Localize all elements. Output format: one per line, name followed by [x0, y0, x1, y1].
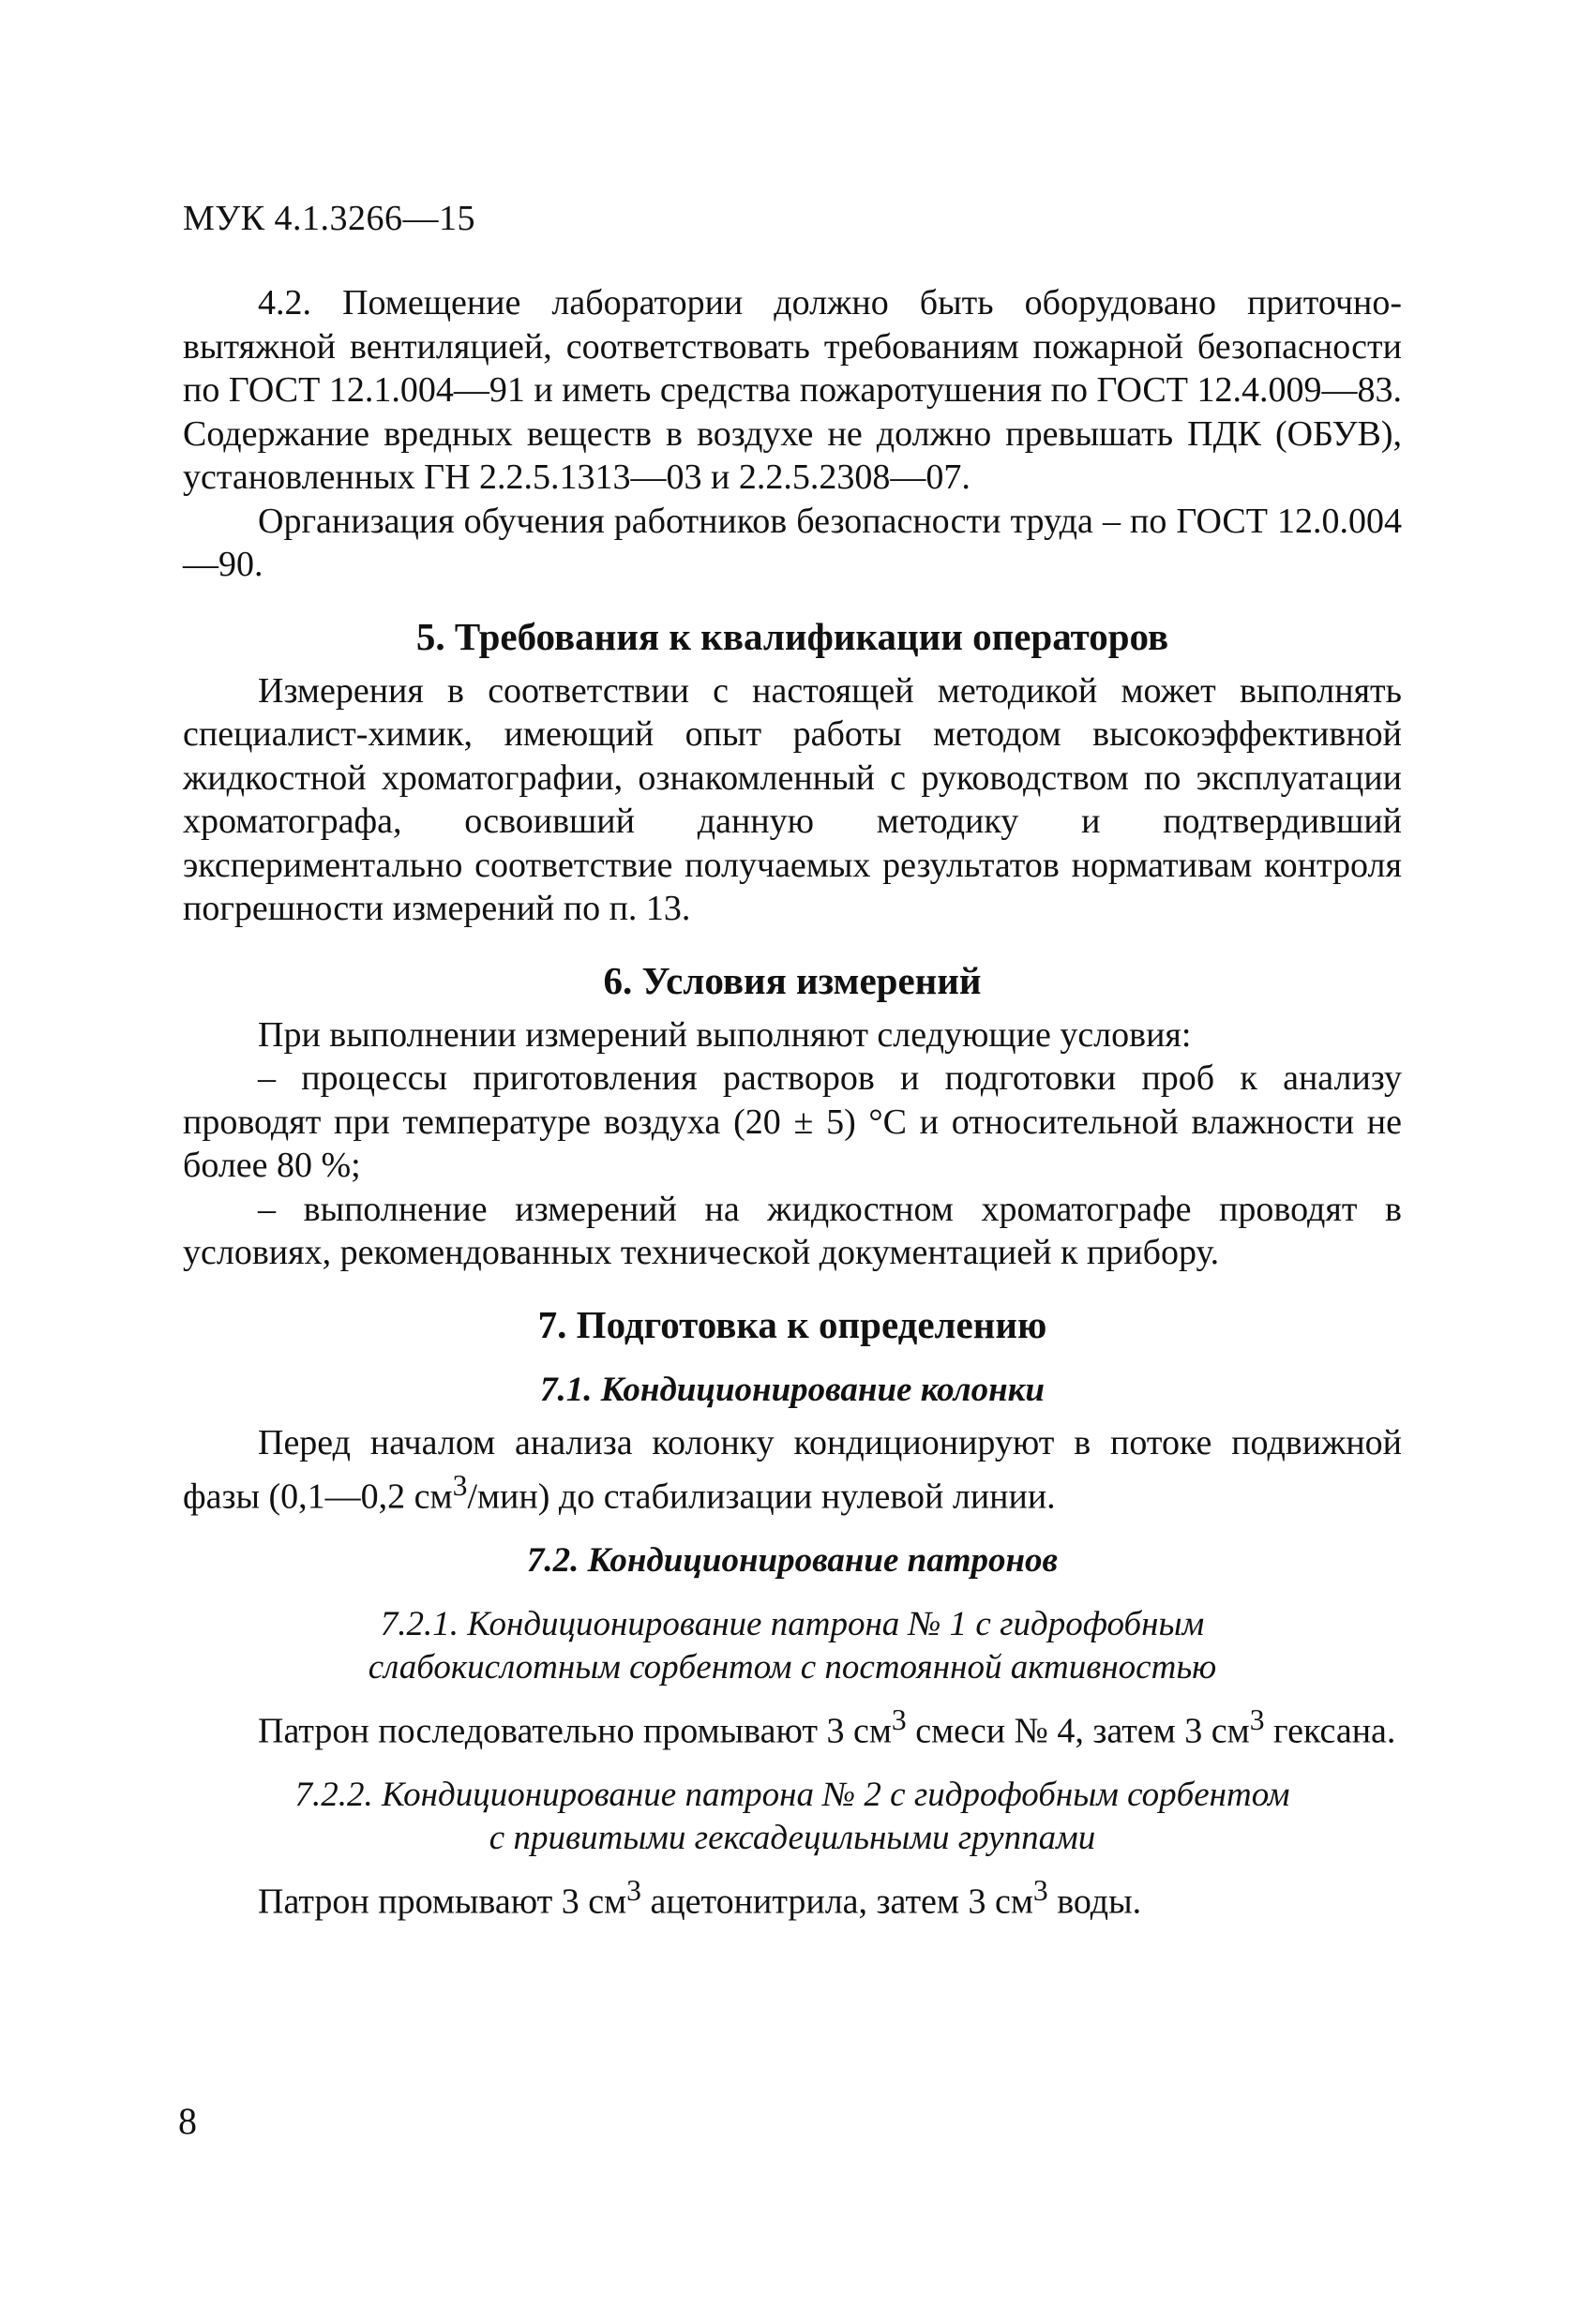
section-6-intro: При выполнении измерений выполняют следующие условия: [258, 1014, 1192, 1055]
section-6-heading: 6. Условия измерений [603, 958, 982, 1002]
paragraph-4-2: 4.2. Помещение лаборатории должно быть оборудовано приточно-вытяжной вентиляцией, соответствовать требованиям пожарной безопасности по ГОСТ 12.1.004—91 и иметь средства пожаротушения по ГОСТ 12.4.009—83. Содержание вредных веществ в воздухе не должно превышать ПДК (ОБУВ), установленных ГН 2.2.5.1313—03 и 2.2.5.2308—07. [183, 283, 1402, 497]
heading-line: 7.2.1. Кондиционирование патрона № 1 с гидрофобным [380, 1605, 1205, 1644]
subsection-7-2-heading: 7.2. Кондиционирование патронов [526, 1541, 1059, 1581]
superscript: 3 [1032, 1874, 1048, 1908]
heading-line: слабокислотным сорбентом с постоянной активностью [368, 1648, 1217, 1687]
document-code-header: МУК 4.1.3266—15 [183, 199, 476, 238]
text-part: Патрон промывают 3 см [258, 1882, 627, 1922]
subsection-7-2-2-text [183, 1869, 1402, 1924]
superscript: 3 [626, 1874, 641, 1908]
subsection-7-1-heading: 7.1. Кондиционирование колонки [539, 1370, 1046, 1409]
section-7-heading: 7. Подготовка к определению [537, 1302, 1047, 1346]
paragraph-safety-training: Организация обучения работников безопасности труда – по ГОСТ 12.0.004—90. [183, 501, 1402, 584]
text-part: Перед началом анализа колонку кондиционируют в потоке подвижной фазы (0,1—0,2 см [183, 1422, 1402, 1517]
heading-line: 7.2.2. Кондиционирование патрона № 2 с гидрофобным сорбентом [294, 1776, 1290, 1815]
heading-line: с привитыми гексадецильными группами [489, 1819, 1096, 1858]
section-6-item-2: – выполнение измерений на жидкостном хроматографе проводят в условиях, рекомендованных технической документацией к прибору. [183, 1189, 1402, 1272]
superscript: 3 [1249, 1703, 1265, 1737]
superscript: 3 [452, 1469, 468, 1502]
superscript: 3 [891, 1703, 907, 1737]
section-5-text: Измерения в соответствии с настоящей методикой может выполнять специалист-химик, имеющий опыт работы методом высокоэффективной жидкостной хроматографии, ознакомленный с руководством по эксплуатации хроматографа, освоивший данную методику и подтвердивший экспериментально соответствие получаемых результатов нормативам контроля погрешности измерений по п. 13. [183, 670, 1402, 928]
page-number: 8 [178, 2100, 197, 2142]
text-part: гексана. [1264, 1711, 1396, 1751]
text-part: ацетонитрила, затем 3 см [640, 1882, 1033, 1922]
subsection-7-2-1-heading [183, 1603, 1402, 1689]
subsection-7-2-2-heading [183, 1774, 1402, 1860]
section-6-item-1: – процессы приготовления растворов и подготовки проб к анализу проводят при температуре воздуха (20 ± 5) °С и относительной влажности не более 80 %; [183, 1058, 1402, 1185]
document-page [183, 197, 1402, 1924]
text-part: Патрон последовательно промывают 3 см [258, 1711, 892, 1751]
text-part: смеси № 4, затем 3 см [906, 1711, 1250, 1751]
text-part: воды. [1047, 1882, 1142, 1922]
section-5-heading: 5. Требования к квалификации операторов [415, 614, 1169, 658]
text-part: /мин) до стабилизации нулевой линии. [467, 1477, 1056, 1517]
subsection-7-1-text [183, 1421, 1402, 1520]
subsection-7-2-1-text [183, 1699, 1402, 1753]
